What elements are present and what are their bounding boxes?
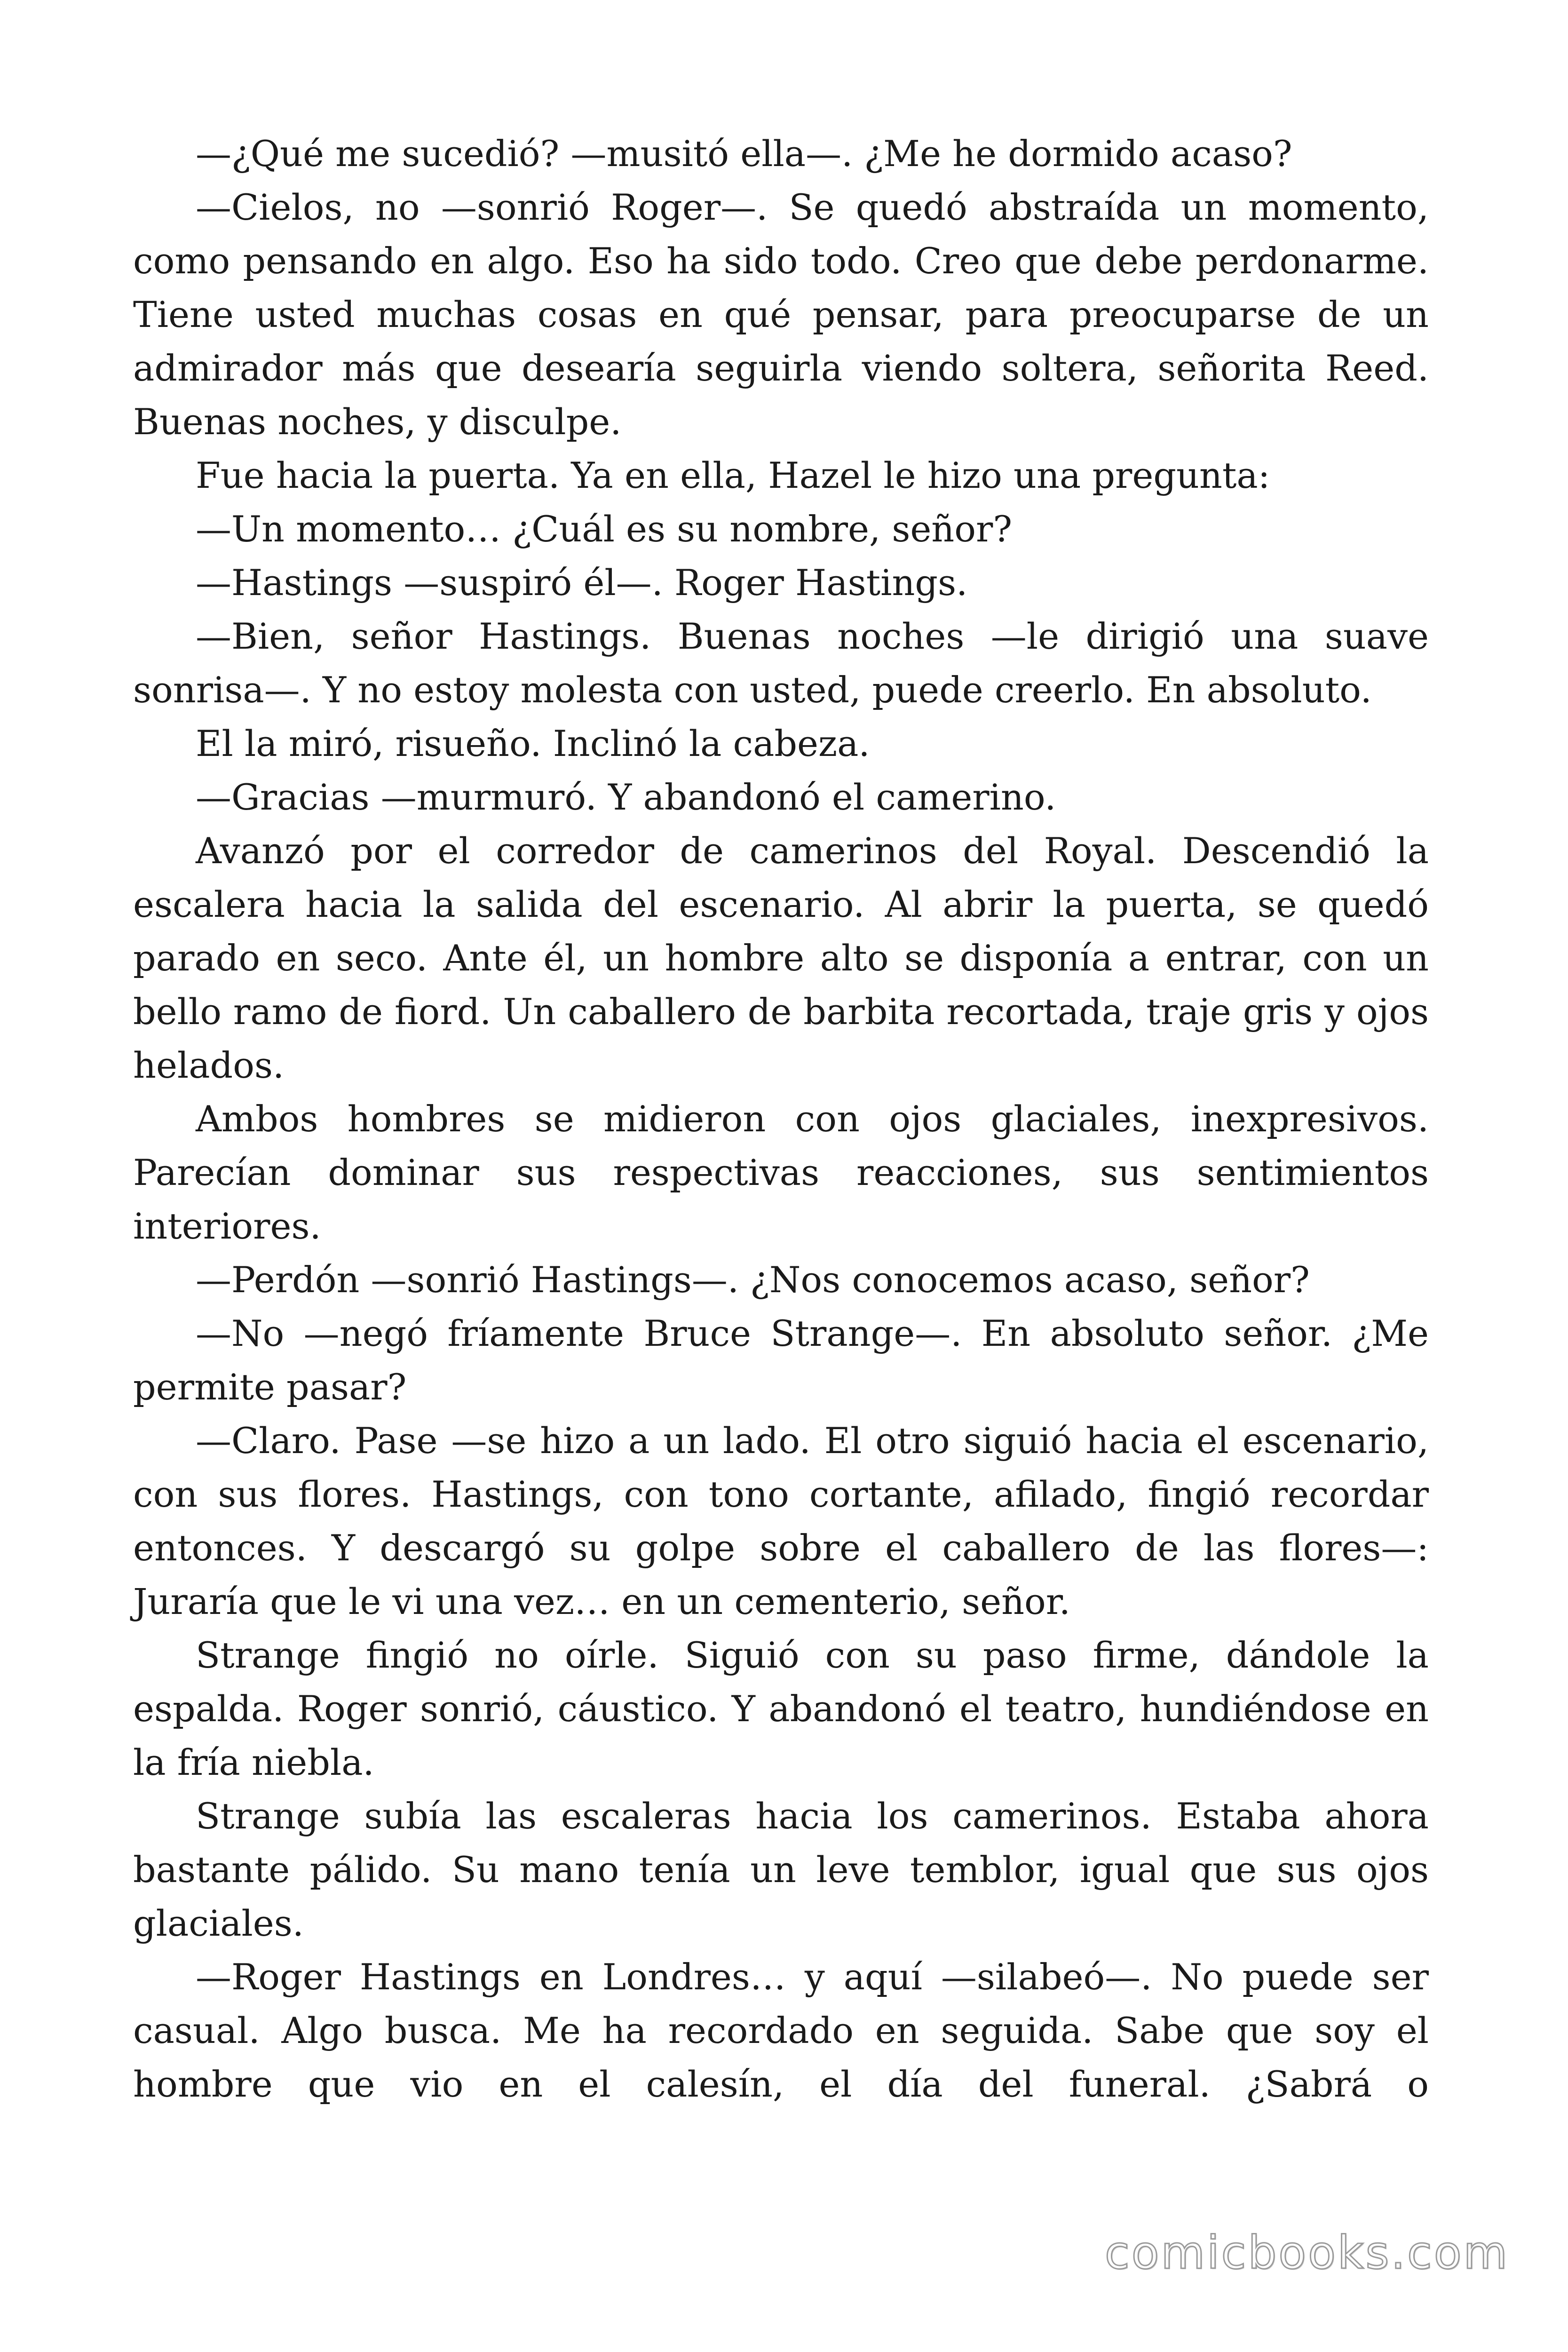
watermark: comicbooks.com [1104,2226,1509,2279]
paragraph: —Hastings —suspiró él—. Roger Hastings. [196,562,968,604]
paragraph: Avanzó por el corredor de camerinos del Royal. Descendió la escalera hacia la salida del escenario. Al abrir la puerta, se quedó parado en seco. Ante él, un hombre alto se disponía a entrar, con un bello ramo de fiord. Un caballero de barbita recortada, traje gris y ojos helados. [133,830,1429,1086]
paragraph: Ambos hombres se midieron con ojos glaciales, inexpresivos. Parecían dominar sus respectivas reacciones, sus sentimientos interiores. [133,1098,1429,1247]
paragraph: —Perdón —sonrió Hastings—. ¿Nos conocemos acaso, señor? [196,1259,1310,1301]
paragraph: —Un momento… ¿Cuál es su nombre, señor? [196,508,1013,550]
paragraph: —Roger Hastings en Londres… y aquí —silabeó—. No puede ser casual. Algo busca. Me ha recordado en seguida. Sabe que soy el hombre que vio en el calesín, el día del funeral. ¿Sabrá o [133,1956,1429,2105]
paragraph: El la miró, risueño. Inclinó la cabeza. [196,723,870,764]
paragraph: —Claro. Pase —se hizo a un lado. El otro siguió hacia el escenario, con sus flores. Hastings, con tono cortante, afilado, fingió recordar entonces. Y descargó su golpe sobre el caballero de las flores—: Juraría que le vi una vez… en un cementerio, señor. [133,1420,1429,1622]
paragraph: —No —negó fríamente Bruce Strange—. En absoluto señor. ¿Me permite pasar? [133,1312,1429,1408]
paragraph: Fue hacia la puerta. Ya en ella, Hazel le hizo una pregunta: [196,454,1270,496]
paragraph: Strange fingió no oírle. Siguió con su paso firme, dándole la espalda. Roger sonrió, cáustico. Y abandonó el teatro, hundiéndose en la fría niebla. [133,1634,1429,1783]
paragraph: Strange subía las escaleras hacia los camerinos. Estaba ahora bastante pálido. Su mano tenía un leve temblor, igual que sus ojos glaciales. [133,1795,1429,1944]
paragraph: —Cielos, no —sonrió Roger—. Se quedó abstraída un momento, como pensando en algo. Eso ha sido todo. Creo que debe perdonarme. Tiene usted muchas cosas en qué pensar, para preocuparse de un admirador más que desearía seguirla viendo soltera, señorita Reed. Buenas noches, y disculpe. [133,186,1429,443]
book-page-text [133,127,1429,2111]
paragraph: —¿Qué me sucedió? —musitó ella—. ¿Me he dormido acaso? [196,133,1292,175]
paragraph: —Bien, señor Hastings. Buenas noches —le dirigió una suave sonrisa—. Y no estoy molesta con usted, puede creerlo. En absoluto. [133,615,1429,711]
paragraph: —Gracias —murmuró. Y abandonó el camerino. [196,776,1056,818]
